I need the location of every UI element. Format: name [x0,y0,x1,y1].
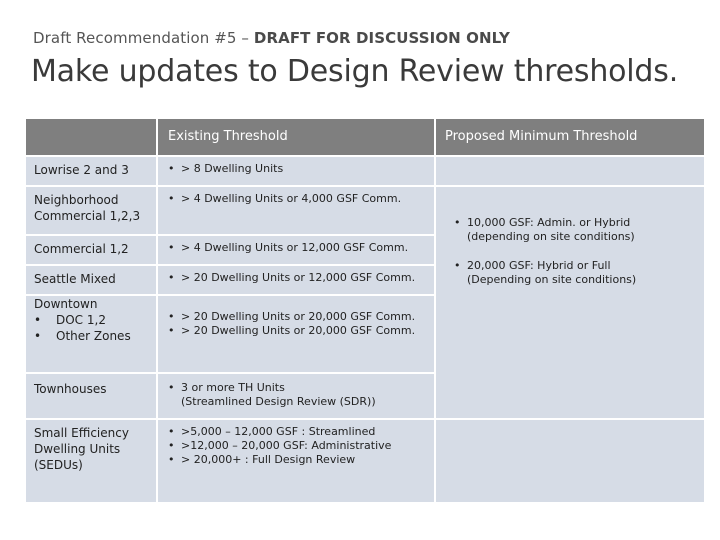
bullet-icon: • [34,329,42,343]
subtitle-prefix: Draft Recommendation #5 – [33,29,254,47]
row-label-line: (SEDUs) [34,458,83,472]
row-label-downtown [26,296,156,372]
existing-cell-commercial [158,236,434,264]
list-item: • >5,000 – 12,000 GSF : Streamlined [168,425,376,438]
row-label-lowrise [26,157,156,185]
existing-cell-sedus [158,420,434,502]
list-item: • > 20 Dwelling Units or 12,000 GSF Comm. [168,271,416,284]
list-item: • Other Zones [34,329,131,343]
bullet-icon: • [454,216,461,229]
row-label-line: Townhouses [34,382,107,396]
proposed-cell-lowrise [436,157,704,185]
list-item: • > 8 Dwelling Units [168,162,284,175]
existing-cell-lowrise [158,157,434,185]
row-label-townhouses [26,374,156,418]
row-label-line: Dwelling Units [34,442,121,456]
bullet-icon: • [168,425,175,438]
header-cell-zone [26,119,156,155]
list-item-continuation: (Depending on site conditions) [467,273,637,286]
row-label-line: Downtown [34,297,98,311]
header-cell-existing: Existing Threshold [158,119,434,155]
slide-title: Make updates to Design Review thresholds. [31,54,679,89]
row-label-line: Lowrise 2 and 3 [34,163,129,177]
row-label-line: Small Efficiency [34,426,129,440]
list-item: • 20,000 GSF: Hybrid or Full (Depending on site conditions) [454,259,700,287]
bullet-icon: • [34,313,42,327]
list-item: • 3 or more TH Units [168,381,285,394]
subtitle-emphasis: DRAFT FOR DISCUSSION ONLY [253,29,510,47]
row-label-line: Neighborhood [34,193,119,207]
existing-cell-townhouses [158,374,434,418]
slide-subtitle [33,29,510,47]
bullet-icon: • [168,241,175,254]
bullet-icon: • [168,381,175,394]
row-label-line: Seattle Mixed [34,272,116,286]
list-item: • DOC 1,2 [34,313,106,327]
row-label-commercial [26,236,156,264]
existing-cell-downtown [158,296,434,372]
proposed-cell-merged [436,187,704,418]
header-cell-proposed: Proposed Minimum Threshold [436,119,704,155]
list-item-continuation: (depending on site conditions) [467,230,635,243]
bullet-icon: • [168,162,175,175]
list-item: • > 20 Dwelling Units or 20,000 GSF Comm. [168,310,416,323]
list-item: • > 20,000+ : Full Design Review [168,453,356,466]
bullet-icon: • [168,192,175,205]
list-item: • > 4 Dwelling Units or 12,000 GSF Comm. [168,241,409,254]
threshold-table [26,119,700,496]
list-item: • 10,000 GSF: Admin. or Hybrid (depending on site conditions) [454,216,700,244]
bullet-icon: • [454,259,461,272]
row-label-neighborhood-commercial [26,187,156,234]
existing-cell-seattle-mixed [158,266,434,294]
row-label-line: Commercial 1,2 [34,242,129,256]
list-item: • > 20 Dwelling Units or 20,000 GSF Comm. [168,324,416,337]
row-label-seattle-mixed [26,266,156,294]
row-label-sedus [26,420,156,502]
row-label-line: Commercial 1,2,3 [34,209,141,223]
bullet-icon: • [168,439,175,452]
list-item-continuation: (Streamlined Design Review (SDR)) [181,395,376,408]
proposed-cell-sedus [436,420,704,502]
bullet-icon: • [168,310,175,323]
bullet-icon: • [168,271,175,284]
list-item: • > 4 Dwelling Units or 4,000 GSF Comm. [168,192,402,205]
bullet-icon: • [168,324,175,337]
existing-cell-neighborhood-commercial [158,187,434,234]
list-item: • >12,000 – 20,000 GSF: Administrative [168,439,392,452]
bullet-icon: • [168,453,175,466]
